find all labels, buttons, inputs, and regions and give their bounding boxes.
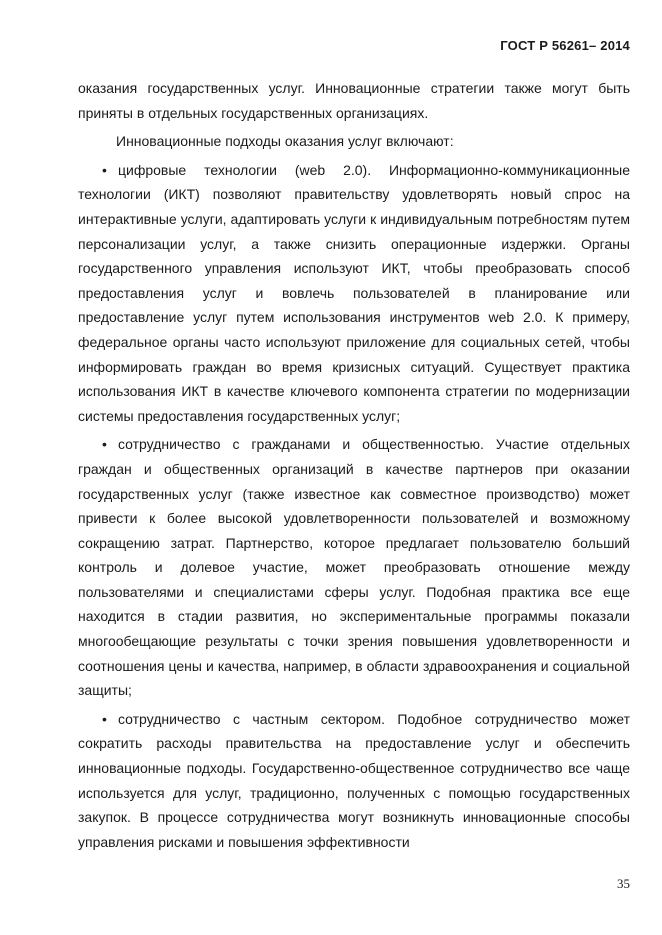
standard-header: ГОСТ Р 56261– 2014 bbox=[500, 38, 630, 53]
bullet-item-citizens bbox=[78, 432, 630, 703]
bullet-item-private bbox=[78, 707, 630, 855]
bullet-text: сотрудничество с гражданами и общественностью. Участие отдельных граждан и общественных организаций в качестве партнеров при оказании государственных услуг (также известное как совместное производство) может привести к более высокой удовлетворенности пользователей и возможному сокращению затрат. Партнерство, которое предлагает пользователю больший контроль и долевое участие, может преобразовать отношение между пользователями и специалистами сферы услуг. Подобная практика все еще находится в стадии развития, но экспериментальные программы показали многообещающие результаты с точки зрения повышения удовлетворенности и соотношения цены и качества, например, в области здравоохранения и социальной защиты; bbox=[78, 436, 630, 699]
bullet-text: сотрудничество с частным сектором. Подобное сотрудничество может сократить расходы правительства на предоставление услуг и обеспечить инновационные подходы. Государственно-общественное сотрудничество все чаще используется для услуг, традиционно, полученных с помощью государственных закупок. В процессе сотрудничества могут возникнуть инновационные способы управления рисками и повышения эффективности bbox=[78, 710, 630, 850]
bullet-icon: • bbox=[102, 161, 107, 178]
paragraph-continuation: оказания государственных услуг. Инновационные стратегии также могут быть приняты в отдельных государственных организациях. bbox=[78, 80, 630, 121]
bullet-item-digital bbox=[78, 158, 630, 429]
page-number: 35 bbox=[617, 876, 630, 891]
bullet-icon: • bbox=[102, 710, 107, 727]
paragraph-intro: Инновационные подходы оказания услуг включают: bbox=[116, 133, 454, 150]
bullet-icon: • bbox=[102, 436, 107, 453]
bullet-text: цифровые технологии (web 2.0). Информационно-коммуникационные технологии (ИКТ) позволяют правительству удовлетворять новый спрос на интерактивные услуги, адаптировать услуги к индивидуальным потребностям путем персонализации услуг, а также снизить операционные издержки. Органы государственного управления используют ИКТ, чтобы преобразовать способ предоставления услуг и вовлечь пользователей в планирование или предоставление услуг путем использования инструментов web 2.0. К примеру, федеральное органы часто используют приложение для социальных сетей, чтобы информировать граждан во время кризисных ситуаций. Существует практика использования ИКТ в качестве ключевого компонента стратегии по модернизации системы предоставления государственных услуг; bbox=[78, 161, 630, 424]
document-body bbox=[78, 76, 630, 854]
